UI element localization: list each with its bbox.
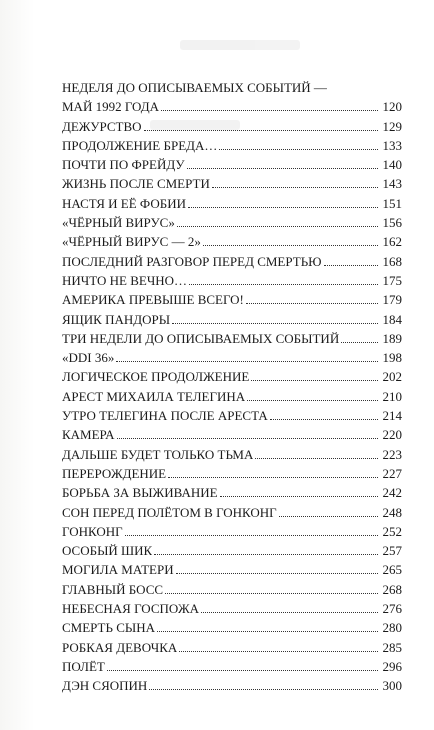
- toc-page-number: 257: [382, 543, 402, 559]
- toc-list: [62, 97, 402, 695]
- toc-entry-title: ДЕЖУРСТВО: [62, 118, 142, 134]
- toc-page-number: 140: [382, 157, 402, 173]
- toc-page-number: 252: [382, 523, 402, 539]
- dot-leader: [161, 110, 378, 111]
- toc-entry-title: ПРОДОЛЖЕНИЕ БРЕДА…: [62, 137, 218, 153]
- toc-entry-title: АМЕРИКА ПРЕВЫШЕ ВСЕГО!: [62, 292, 244, 308]
- toc-page-number: 223: [382, 446, 402, 462]
- dot-leader: [201, 612, 378, 613]
- dot-leader: [324, 265, 378, 266]
- toc-page-number: 189: [382, 330, 402, 346]
- dot-leader: [172, 323, 378, 324]
- toc-page-number: 175: [382, 272, 402, 288]
- toc-page-number: 168: [382, 253, 402, 269]
- dot-leader: [165, 593, 378, 594]
- toc-entry: [62, 503, 402, 522]
- toc-entry-title: ПОСЛЕДНИЙ РАЗГОВОР ПЕРЕД СМЕРТЬЮ: [62, 253, 322, 269]
- toc-entry-title: ГОНКОНГ: [62, 523, 123, 539]
- toc-entry: [62, 271, 402, 290]
- toc-page-number: 285: [382, 639, 402, 655]
- dot-leader: [341, 342, 378, 343]
- toc-entry: [62, 213, 402, 232]
- toc-page-number: 184: [382, 311, 402, 327]
- toc-entry: [62, 97, 402, 116]
- toc-page-number: 133: [382, 137, 402, 153]
- toc-entry: [62, 599, 402, 618]
- toc-entry: [62, 618, 402, 637]
- toc-entry-title: ЯЩИК ПАНДОРЫ: [62, 311, 171, 327]
- toc-entry: [62, 367, 402, 386]
- dot-leader: [219, 149, 378, 150]
- toc-page-number: 220: [382, 427, 402, 443]
- dot-leader: [125, 535, 378, 536]
- toc-entry: [62, 445, 402, 464]
- toc-entry: [62, 464, 402, 483]
- toc-entry-title: «ЧЁРНЫЙ ВИРУС»: [62, 215, 175, 231]
- dot-leader: [187, 168, 378, 169]
- toc-entry-title: НЕБЕСНАЯ ГОСПОЖА: [62, 601, 200, 617]
- toc-page-number: 151: [382, 195, 402, 211]
- toc-entry: [62, 348, 402, 367]
- dot-leader: [255, 458, 378, 459]
- toc-entry-title: СОН ПЕРЕД ПОЛЁТОМ В ГОНКОНГ: [62, 504, 277, 520]
- toc-page-number: 120: [382, 99, 402, 115]
- dot-leader: [279, 516, 378, 517]
- toc-page-number: 198: [382, 350, 402, 366]
- toc-entry: [62, 522, 402, 541]
- dot-leader: [176, 573, 378, 574]
- toc-entry-title: «ЧЁРНЫЙ ВИРУС — 2»: [62, 234, 201, 250]
- toc-entry: [62, 638, 402, 657]
- toc-page-number: 265: [382, 562, 402, 578]
- toc-entry: [62, 174, 402, 193]
- dot-leader: [203, 245, 378, 246]
- dot-leader: [107, 670, 378, 671]
- toc-entry: [62, 290, 402, 309]
- dot-leader: [246, 303, 378, 304]
- toc-page-number: 276: [382, 601, 402, 617]
- toc-entry: [62, 425, 402, 444]
- dot-leader: [189, 284, 378, 285]
- toc-entry-title: ПЕРЕРОЖДЕНИЕ: [62, 465, 167, 481]
- dot-leader: [144, 130, 378, 131]
- toc-page-number: 242: [382, 485, 402, 501]
- toc-entry-intro: [62, 78, 402, 97]
- toc-page-number: 268: [382, 581, 402, 597]
- dot-leader: [270, 419, 378, 420]
- toc-entry: [62, 117, 402, 136]
- toc-page-number: 156: [382, 215, 402, 231]
- toc-entry-title: ГЛАВНЫЙ БОСС: [62, 581, 164, 597]
- toc-entry: [62, 580, 402, 599]
- toc-entry-title: РОБКАЯ ДЕВОЧКА: [62, 639, 178, 655]
- dot-leader: [247, 400, 378, 401]
- toc-entry: [62, 329, 402, 348]
- toc-page-number: 162: [382, 234, 402, 250]
- toc-entry: [62, 232, 402, 251]
- toc-entry-title: МАЙ 1992 ГОДА: [62, 99, 160, 115]
- toc-entry: [62, 194, 402, 213]
- toc-entry-title: СМЕРТЬ СЫНА: [62, 620, 155, 636]
- toc-entry-title: АРЕСТ МИХАИЛА ТЕЛЕГИНА: [62, 388, 246, 404]
- dot-leader: [116, 361, 378, 362]
- dot-leader: [168, 477, 378, 478]
- dot-leader: [188, 207, 378, 208]
- toc-entry-title: ЛОГИЧЕСКОЕ ПРОДОЛЖЕНИЕ: [62, 369, 250, 385]
- toc-entry-title: ПОЛЁТ: [62, 658, 105, 674]
- toc-page-number: 214: [382, 408, 402, 424]
- dot-leader: [177, 226, 378, 227]
- toc-entry: [62, 406, 402, 425]
- table-of-contents: [62, 78, 402, 696]
- toc-entry: [62, 560, 402, 579]
- toc-page-number: 227: [382, 465, 402, 481]
- toc-entry: [62, 541, 402, 560]
- toc-entry-title: ПОЧТИ ПО ФРЕЙДУ: [62, 157, 185, 173]
- toc-page-number: 129: [382, 118, 402, 134]
- toc-entry-title: НАСТЯ И ЕЁ ФОБИИ: [62, 195, 186, 211]
- toc-page-number: 280: [382, 620, 402, 636]
- toc-entry-title: ОСОБЫЙ ШИК: [62, 543, 153, 559]
- dot-leader: [154, 554, 378, 555]
- toc-entry-title: ДАЛЬШЕ БУДЕТ ТОЛЬКО ТЬМА: [62, 446, 254, 462]
- toc-entry-title: ДЭН СЯОПИН: [62, 678, 148, 694]
- toc-entry: [62, 136, 402, 155]
- toc-page-number: 296: [382, 658, 402, 674]
- toc-entry: [62, 310, 402, 329]
- toc-entry: [62, 387, 402, 406]
- dot-leader: [157, 631, 378, 632]
- dot-leader: [149, 689, 378, 690]
- toc-page-number: 179: [382, 292, 402, 308]
- dot-leader: [251, 380, 378, 381]
- toc-entry-title: ТРИ НЕДЕЛИ ДО ОПИСЫВАЕМЫХ СОБЫТИЙ: [62, 330, 340, 346]
- toc-entry-title: НИЧТО НЕ ВЕЧНО…: [62, 272, 188, 288]
- toc-page-number: 248: [382, 504, 402, 520]
- dot-leader: [212, 187, 378, 188]
- dot-leader: [179, 651, 378, 652]
- toc-entry-title: НЕДЕЛЯ ДО ОПИСЫВАЕМЫХ СОБЫТИЙ —: [62, 80, 327, 95]
- toc-entry-title: КАМЕРА: [62, 427, 115, 443]
- dot-leader: [117, 438, 378, 439]
- toc-entry-title: УТРО ТЕЛЕГИНА ПОСЛЕ АРЕСТА: [62, 408, 268, 424]
- toc-entry-title: «DDI 36»: [62, 350, 115, 366]
- dot-leader: [220, 496, 378, 497]
- toc-entry: [62, 155, 402, 174]
- toc-page-number: 143: [382, 176, 402, 192]
- toc-entry-title: МОГИЛА МАТЕРИ: [62, 562, 174, 578]
- toc-entry-title: ЖИЗНЬ ПОСЛЕ СМЕРТИ: [62, 176, 210, 192]
- toc-entry: [62, 252, 402, 271]
- toc-page-number: 202: [382, 369, 402, 385]
- toc-entry: [62, 483, 402, 502]
- toc-entry: [62, 676, 402, 695]
- toc-entry: [62, 657, 402, 676]
- toc-page-number: 300: [382, 678, 402, 694]
- toc-entry-title: БОРЬБА ЗА ВЫЖИВАНИЕ: [62, 485, 218, 501]
- toc-page-number: 210: [382, 388, 402, 404]
